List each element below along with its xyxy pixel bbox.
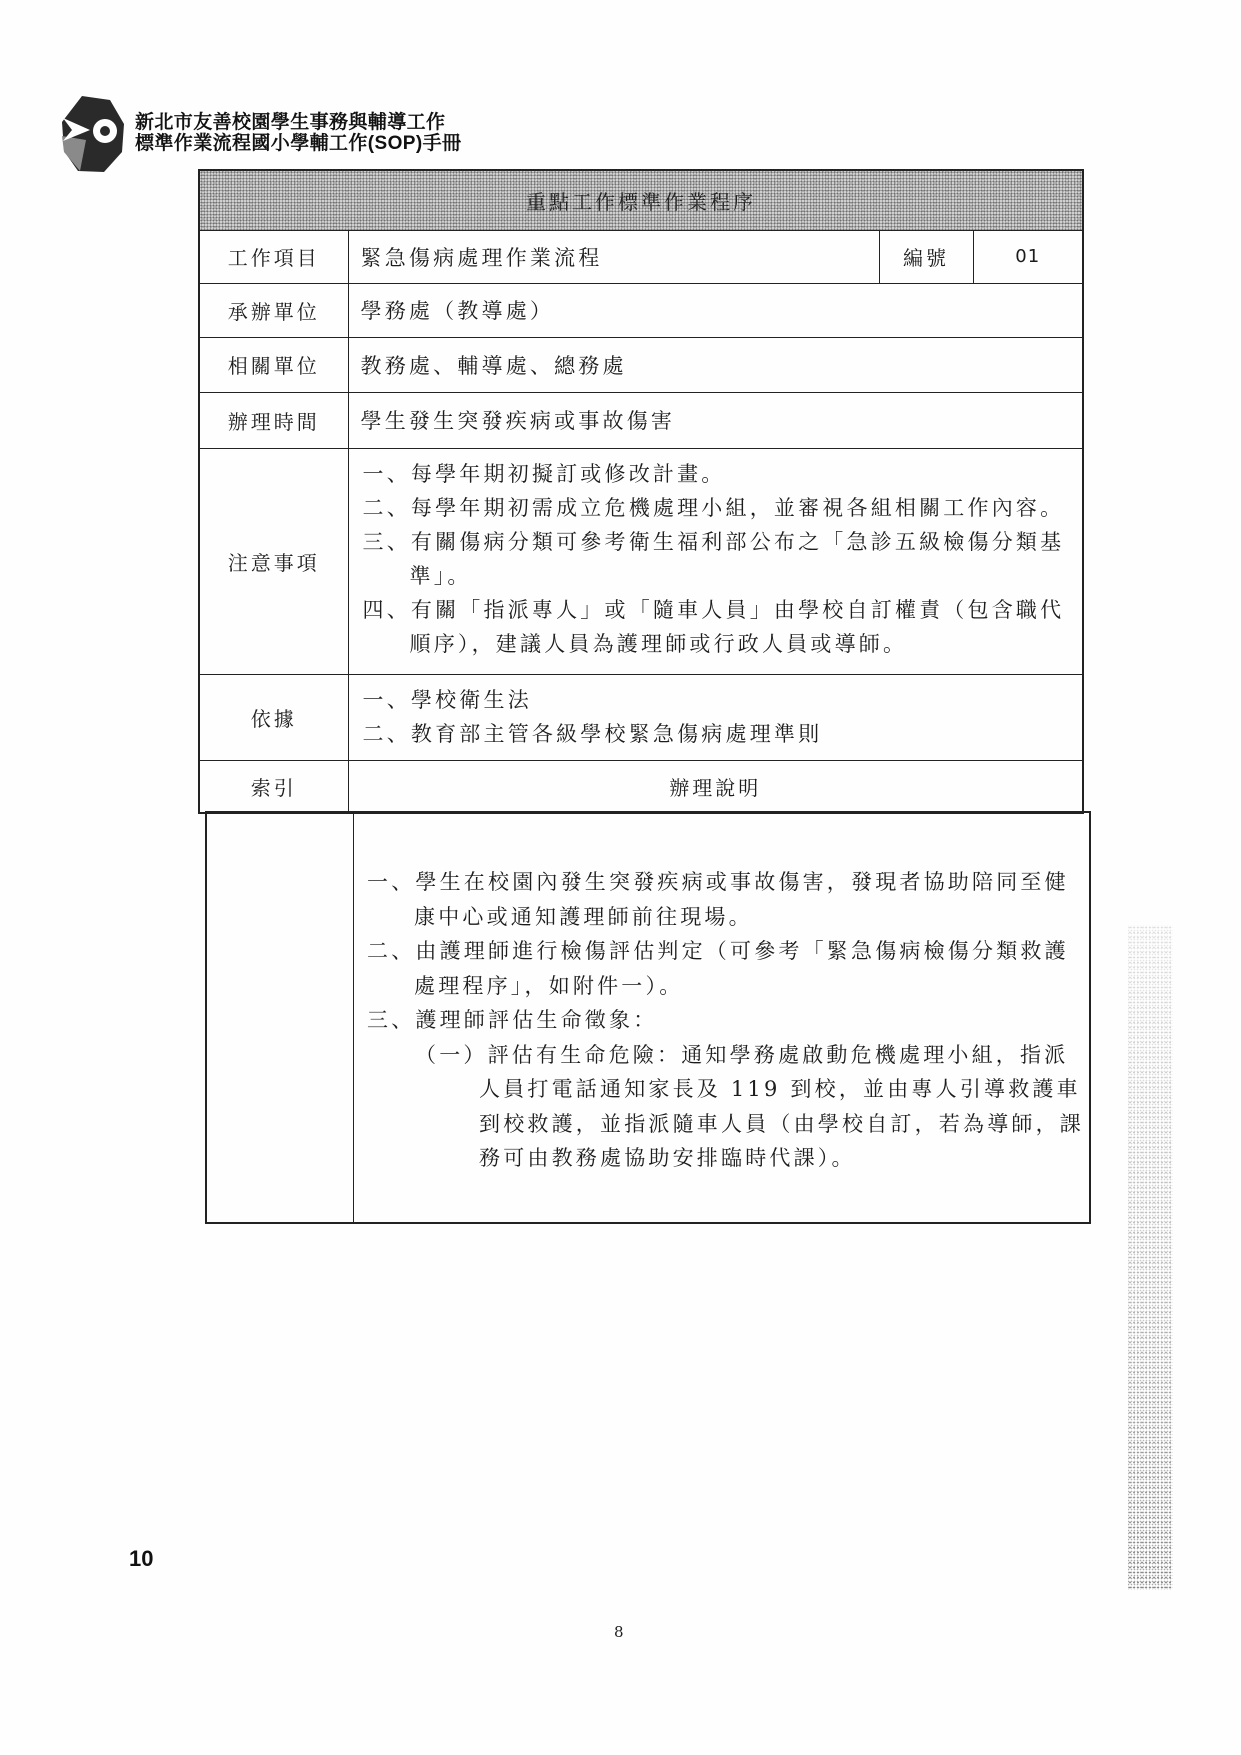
responsible-unit-row [199, 283, 1083, 337]
sop-form-table [198, 169, 1084, 814]
notes-item-line: 四、有關「指派專人」或「隨車人員」由學校自訂權責（包含職代 [362, 597, 1065, 622]
logo-icon [60, 94, 126, 176]
procedure-item-line: 二、由護理師進行檢傷評估判定（可參考「緊急傷病檢傷分類救護 [367, 939, 1069, 963]
basis-row [199, 674, 1083, 760]
index-column-divider [353, 813, 354, 1222]
manual-page-number: 10 [129, 1546, 154, 1571]
notes-label: 注意事項 [199, 448, 348, 674]
manual-header [135, 112, 461, 154]
procedure-subitem-continuation: 到校救護，並指派隨車人員（由學校自訂，若為導師，課 [479, 1111, 1084, 1136]
notes-item-line: 一、每學年期初擬訂或修改計畫。 [362, 461, 726, 486]
procedure-item-line: 一、學生在校園內發生突發疾病或事故傷害，發現者協助陪同至健 [367, 870, 1069, 894]
procedure-list [367, 865, 1087, 1176]
index-row [199, 760, 1083, 813]
basis-label: 依據 [199, 674, 348, 760]
timing-value: 學生發生突發疾病或事故傷害 [348, 392, 1083, 448]
scan-noise-strip [1128, 925, 1173, 1590]
form-title-row [199, 170, 1083, 230]
notes-item-continuation: 順序），建議人員為護理師或行政人員或導師。 [409, 631, 908, 656]
work-item-label: 工作項目 [199, 230, 348, 283]
timing-label: 辦理時間 [199, 392, 348, 448]
timing-row [199, 392, 1083, 448]
responsible-unit-label: 承辦單位 [199, 283, 348, 337]
manual-title-line2: 標準作業流程國小學輔工作(SOP)手冊 [135, 133, 462, 154]
responsible-unit-value: 學務處（教導處） [348, 283, 1083, 337]
document-page-number: 8 [614, 1623, 624, 1641]
related-units-value: 教務處、輔導處、總務處 [348, 337, 1083, 392]
related-units-row [199, 337, 1083, 392]
procedure-item-continuation: 處理程序」，如附件一）。 [414, 973, 684, 998]
procedure-heading: 辦理說明 [348, 760, 1083, 813]
form-title: 重點工作標準作業程序 [199, 170, 1083, 230]
basis-item: 一、學校衛生法 [362, 688, 532, 712]
work-item-row [199, 230, 1083, 283]
procedure-item-continuation: 康中心或通知護理師前往現場。 [414, 904, 753, 929]
notes-item-line: 三、有關傷病分類可參考衛生福利部公布之「急診五級檢傷分類基 [362, 529, 1065, 554]
work-item-value: 緊急傷病處理作業流程 [348, 230, 879, 283]
notes-item-line: 二、每學年期初需成立危機處理小組，並審視各組相關工作內容。 [362, 495, 1065, 520]
procedure-item-line: 三、護理師評估生命徵象： [367, 1008, 658, 1032]
manual-title-line1: 新北市友善校園學生事務與輔導工作 [135, 112, 446, 133]
basis-item: 二、教育部主管各級學校緊急傷病處理準則 [362, 722, 823, 746]
procedure-subitem-continuation: 人員打電話通知家長及 119 到校，並由專人引導救護車 [479, 1077, 1081, 1101]
index-label: 索引 [199, 760, 348, 813]
basis-list [348, 674, 1083, 760]
number-label: 編號 [879, 230, 973, 283]
procedure-subitem-continuation: 務可由教務處協助安排臨時代課）。 [479, 1146, 856, 1170]
notes-item-continuation: 準」。 [409, 563, 472, 588]
notes-row [199, 448, 1083, 674]
procedure-subitem-line: （一）評估有生命危險：通知學務處啟動危機處理小組，指派 [415, 1042, 1069, 1067]
number-value: 01 [973, 230, 1083, 283]
notes-list [348, 448, 1083, 674]
procedure-box [205, 811, 1091, 1224]
related-units-label: 相關單位 [199, 337, 348, 392]
